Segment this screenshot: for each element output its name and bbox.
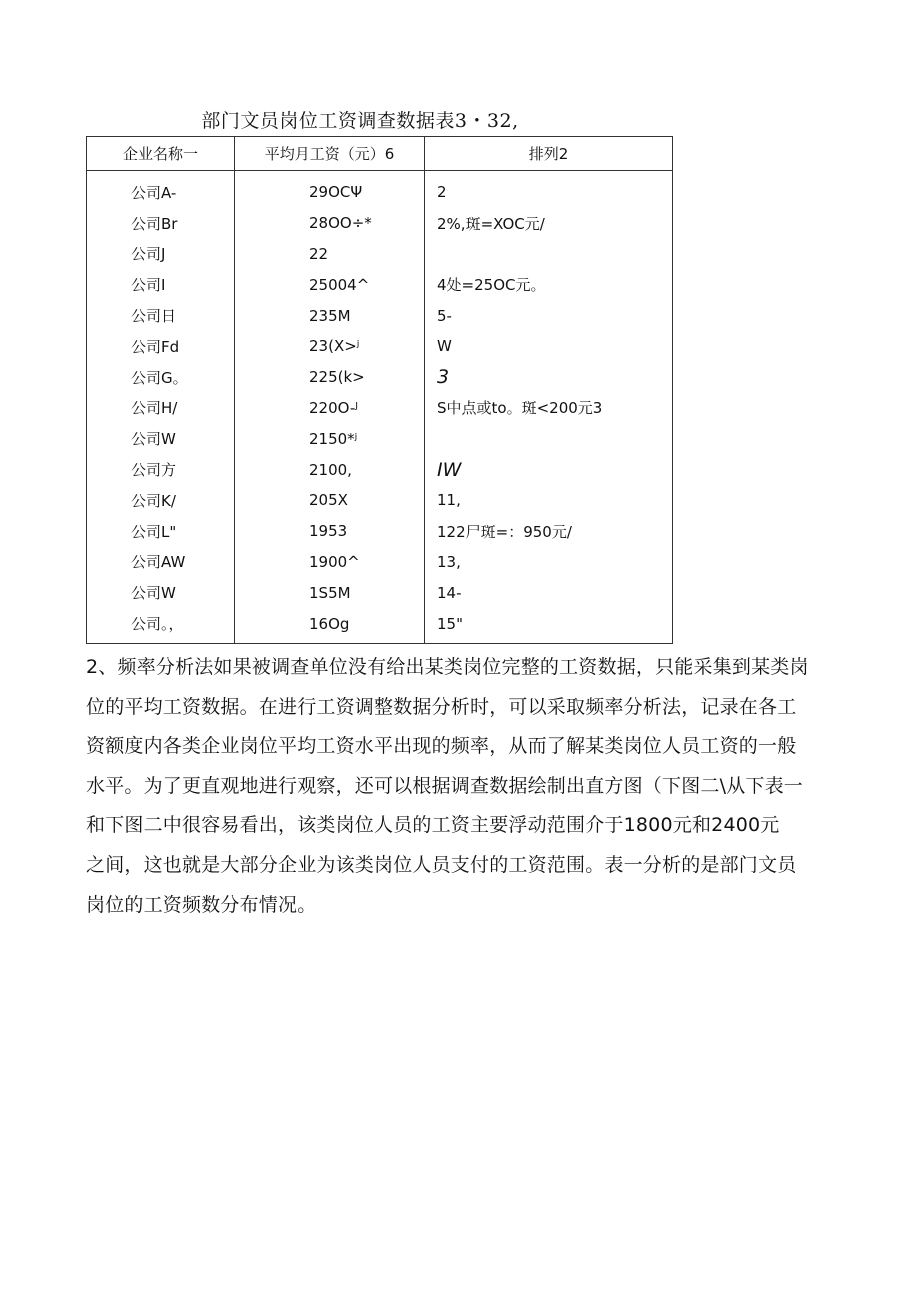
company-cell: 公司I: [87, 269, 235, 300]
table-row: [87, 269, 673, 300]
table-row: [87, 454, 673, 485]
paragraph-line: 位的平均工资数据。在进行工资调整数据分析时，可以采取频率分析法，记录在各工: [86, 695, 797, 718]
salary-cell: 28OO÷*: [235, 208, 425, 239]
table-row: [87, 608, 673, 643]
company-cell: 公司日: [87, 300, 235, 331]
salary-cell: 1953: [235, 516, 425, 547]
paragraph-line: 和下图二中很容易看出，该类岗位人员的工资主要浮动范围介于1800元和2400元: [86, 814, 780, 837]
salary-cell: 22: [235, 239, 425, 270]
salary-cell: 220O-ᴶ: [235, 393, 425, 424]
salary-cell: 29OCΨ: [235, 171, 425, 208]
table-row: [87, 393, 673, 424]
company-cell: 公司L": [87, 516, 235, 547]
salary-cell: 23(X>ʲ: [235, 331, 425, 362]
salary-cell: 16Og: [235, 608, 425, 643]
rank-cell: IW: [425, 454, 673, 485]
rank-cell: 122尸斑=：950元/: [425, 516, 673, 547]
table-header-row: [87, 137, 673, 171]
table-row: [87, 362, 673, 393]
rank-cell: 2: [425, 171, 673, 208]
salary-cell: 25004^: [235, 269, 425, 300]
company-cell: 公司K/: [87, 485, 235, 516]
paragraph-line: 岗位的工资频数分布情况。: [86, 893, 317, 916]
rank-cell: 15": [425, 608, 673, 643]
salary-cell: 205X: [235, 485, 425, 516]
rank-cell: 4处=25OC元。: [425, 269, 673, 300]
salary-cell: 225(k>: [235, 362, 425, 393]
body-paragraph: [86, 648, 838, 925]
header-salary: 平均月工资（元）6: [235, 137, 425, 171]
table-title: [0, 106, 920, 133]
table-title-text: 部门文员岗位工资调查数据表3・32,: [201, 110, 519, 132]
company-cell: 公司H/: [87, 393, 235, 424]
rank-cell: 2%,斑=XOC元/: [425, 208, 673, 239]
company-cell: 公司G。: [87, 362, 235, 393]
salary-cell: 235M: [235, 300, 425, 331]
salary-cell: 1900^: [235, 547, 425, 578]
salary-cell: 2150*ʲ: [235, 423, 425, 454]
rank-cell: 11,: [425, 485, 673, 516]
table-row: [87, 171, 673, 208]
table-body: [87, 171, 673, 644]
company-cell: 公司W: [87, 577, 235, 608]
rank-cell: [425, 239, 673, 270]
rank-cell: [425, 423, 673, 454]
rank-cell: 5-: [425, 300, 673, 331]
paragraph-line: 资额度内各类企业岗位平均工资水平出现的频率，从而了解某类岗位人员工资的一般: [86, 735, 797, 758]
company-cell: 公司J: [87, 239, 235, 270]
company-cell: 公司方: [87, 454, 235, 485]
rank-cell: 14-: [425, 577, 673, 608]
header-company: 企业名称一: [87, 137, 235, 171]
salary-cell: 1S5M: [235, 577, 425, 608]
header-rank: 排列2: [425, 137, 673, 171]
rank-cell: S中点或to。斑<200元3: [425, 393, 673, 424]
table-row: [87, 547, 673, 578]
table-row: [87, 239, 673, 270]
company-cell: 公司Fd: [87, 331, 235, 362]
paragraph-line: 之间，这也就是大部分企业为该类岗位人员支付的工资范围。表一分析的是部门文员: [86, 853, 797, 876]
company-cell: 公司。，: [87, 608, 235, 643]
company-cell: 公司W: [87, 423, 235, 454]
table-row: [87, 300, 673, 331]
table-row: [87, 208, 673, 239]
company-cell: 公司AW: [87, 547, 235, 578]
table-row: [87, 423, 673, 454]
company-cell: 公司A-: [87, 171, 235, 208]
salary-cell: 2100,: [235, 454, 425, 485]
salary-survey-table: [86, 136, 673, 644]
paragraph-line: 水平。为了更直观地进行观察，还可以根据调查数据绘制出直方图（下图二\从下表一: [86, 774, 804, 797]
company-cell: 公司Br: [87, 208, 235, 239]
rank-cell: 13,: [425, 547, 673, 578]
rank-cell: W: [425, 331, 673, 362]
table-row: [87, 577, 673, 608]
table-row: [87, 485, 673, 516]
paragraph-line: 2、频率分析法如果被调查单位没有给出某类岗位完整的工资数据，只能采集到某类岗: [86, 656, 809, 678]
table-row: [87, 516, 673, 547]
rank-cell: 3: [425, 362, 673, 393]
table-row: [87, 331, 673, 362]
